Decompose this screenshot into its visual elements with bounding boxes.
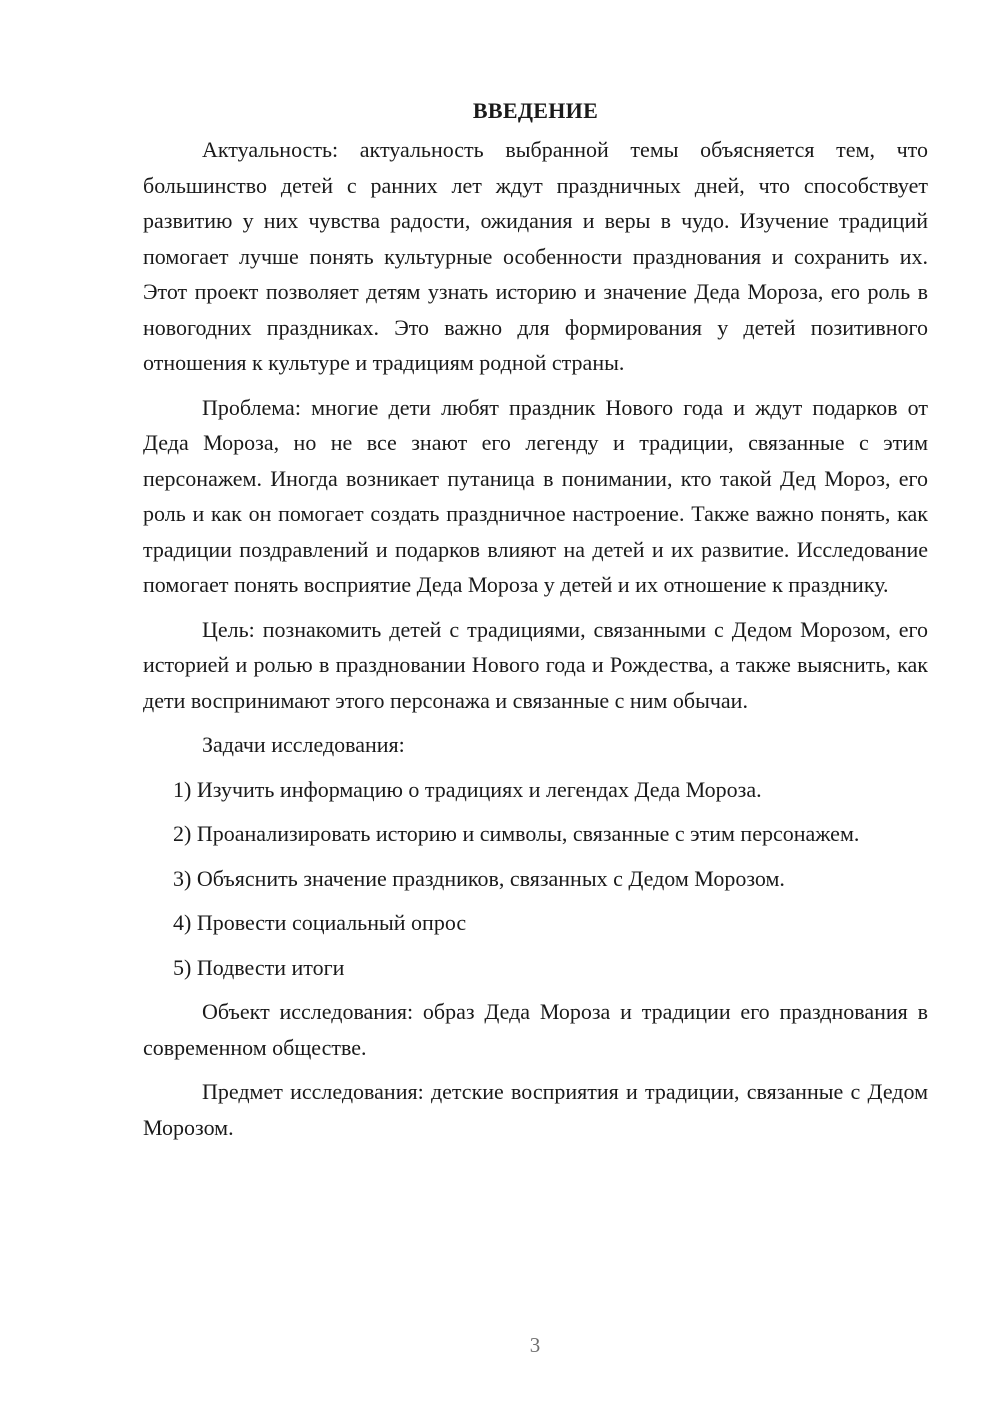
page-number: 3 xyxy=(529,1333,541,1357)
page-content xyxy=(143,94,928,1145)
object-paragraph: Объект исследования: образ Деда Мороза и традиции его празднования в современном обществе. xyxy=(143,999,928,1060)
task-item: 2) Проанализировать историю и символы, связанные с этим персонажем. xyxy=(173,821,860,846)
tasks-heading: Задачи исследования: xyxy=(202,732,405,757)
tasks-list xyxy=(143,772,928,986)
relevance-paragraph: Актуальность: актуальность выбранной темы объясняется тем, что большинство детей с ранних лет ждут праздничных дней, что способствует развитию у них чувства радости, ожидания и веры в чудо. Изучение традиций помогает лучше понять культурные особенности празднования и сохранить их. Этот проект позволяет детям узнать историю и значение Деда Мороза, его роль в новогодних праздниках. Это важно для формирования у детей позитивного отношения к культуре и традициям родной страны. xyxy=(143,137,928,375)
page-title: ВВЕДЕНИЕ xyxy=(472,98,599,123)
task-item: 4) Провести социальный опрос xyxy=(173,910,467,935)
task-item: 1) Изучить информацию о традициях и легендах Деда Мороза. xyxy=(173,776,762,802)
task-item: 5) Подвести итоги xyxy=(173,954,345,980)
problem-paragraph: Проблема: многие дети любят праздник Нового года и ждут подарков от Деда Мороза, но не все знают его легенду и традиции, связанные с этим персонажем. Иногда возникает путаница в понимании, кто такой Дед Мороз, его роль и как он помогает создать праздничное настроение. Также важно понять, как традиции поздравлений и подарков влияют на детей и их развитие. Исследование помогает понять восприятие Деда Мороза у детей и их отношение к празднику. xyxy=(143,394,928,597)
goal-paragraph: Цель: познакомить детей с традициями, связанными с Дедом Морозом, его историей и ролью в праздновании Нового года и Рождества, а также выяснить, как дети воспринимают этого персонажа и связанные с ним обычаи. xyxy=(143,616,928,713)
task-item: 3) Объяснить значение праздников, связанных с Дедом Морозом. xyxy=(173,865,785,891)
subject-paragraph: Предмет исследования: детские восприятия и традиции, связанные с Дедом Морозом. xyxy=(143,1079,928,1140)
